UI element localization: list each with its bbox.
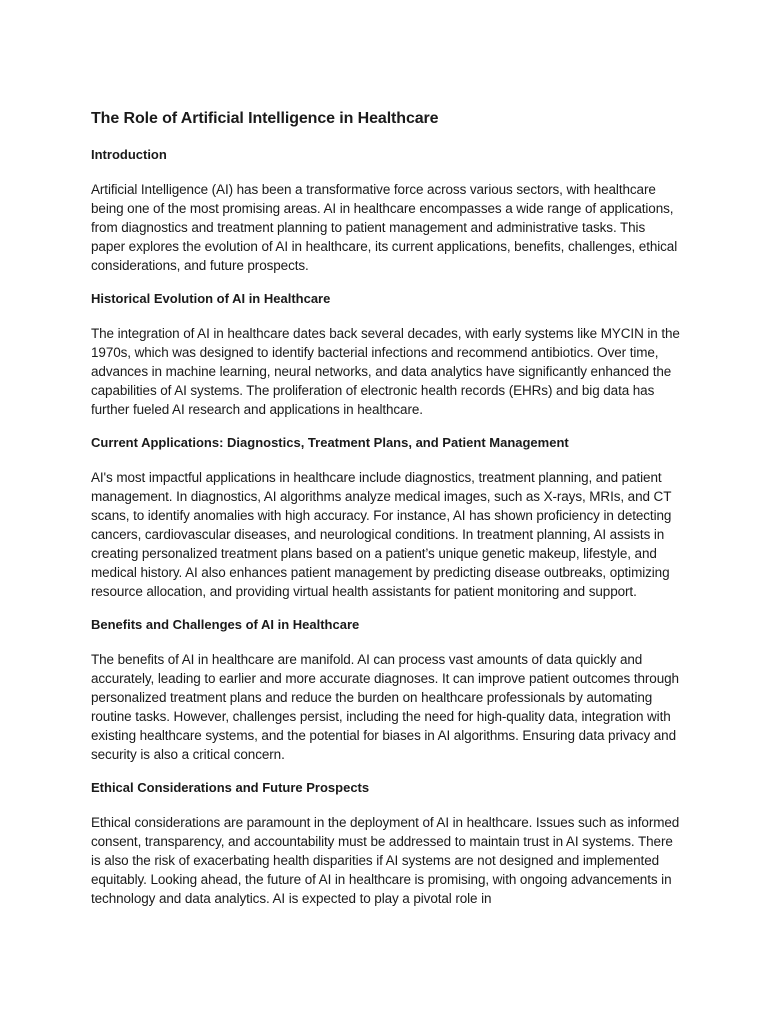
section-body-history: The integration of AI in healthcare dates back several decades, with early systems like MYCIN in the 1970s, which was designed to identify bacterial infections and recommend antibiotics. Over time, advances in machine learning, neural networks, and data analytics have significantly enhanced the capabilities of AI systems. The proliferation of electronic health records (EHRs) and big data has further fueled AI research and applications in healthcare.: [91, 326, 680, 417]
section-body-ethics: Ethical considerations are paramount in the deployment of AI in healthcare. Issues such as informed consent, transparency, and accountability must be addressed to maintain trust in AI systems. There is also the risk of exacerbating health disparities if AI systems are not designed and implemented equitably. Looking ahead, the future of AI in healthcare is promising, with ongoing advancements in technology and data analytics. AI is expected to play a pivotal role in: [91, 815, 680, 906]
section-heading-history: Historical Evolution of AI in Healthcare: [91, 291, 331, 306]
section-body-applications: AI's most impactful applications in healthcare include diagnostics, treatment planning, and patient management. In diagnostics, AI algorithms analyze medical images, such as X-rays, MRIs, and CT scans, to identify anomalies with high accuracy. For instance, AI has shown proficiency in detecting cancers, cardiovascular diseases, and neurological conditions. In treatment planning, AI assists in creating personalized treatment plans based on a patient’s unique genetic makeup, lifestyle, and medical history. AI also enhances patient management by predicting disease outbreaks, optimizing resource allocation, and providing virtual health assistants for patient monitoring and support.: [91, 470, 672, 599]
section-heading-introduction: Introduction: [91, 147, 167, 162]
section-heading-ethics: Ethical Considerations and Future Prospects: [91, 780, 370, 795]
section-heading-benefits: Benefits and Challenges of AI in Healthcare: [91, 617, 360, 632]
document-title: The Role of Artificial Intelligence in Healthcare: [91, 110, 439, 127]
section-body-introduction: Artificial Intelligence (AI) has been a transformative force across various sectors, with healthcare being one of the most promising areas. AI in healthcare encompasses a wide range of applications, from diagnostics and treatment planning to patient management and administrative tasks. This paper explores the evolution of AI in healthcare, its current applications, benefits, challenges, ethical considerations, and future prospects.: [91, 182, 678, 273]
section-heading-applications: Current Applications: Diagnostics, Treatment Plans, and Patient Management: [91, 435, 569, 450]
section-body-benefits: The benefits of AI in healthcare are manifold. AI can process vast amounts of data quickly and accurately, leading to earlier and more accurate diagnoses. It can improve patient outcomes through personalized treatment plans and reduce the burden on healthcare professionals by automating routine tasks. However, challenges persist, including the need for high-quality data, integration with existing healthcare systems, and the potential for biases in AI algorithms. Ensuring data privacy and security is also a critical concern.: [91, 652, 679, 762]
document-page: [91, 108, 681, 923]
